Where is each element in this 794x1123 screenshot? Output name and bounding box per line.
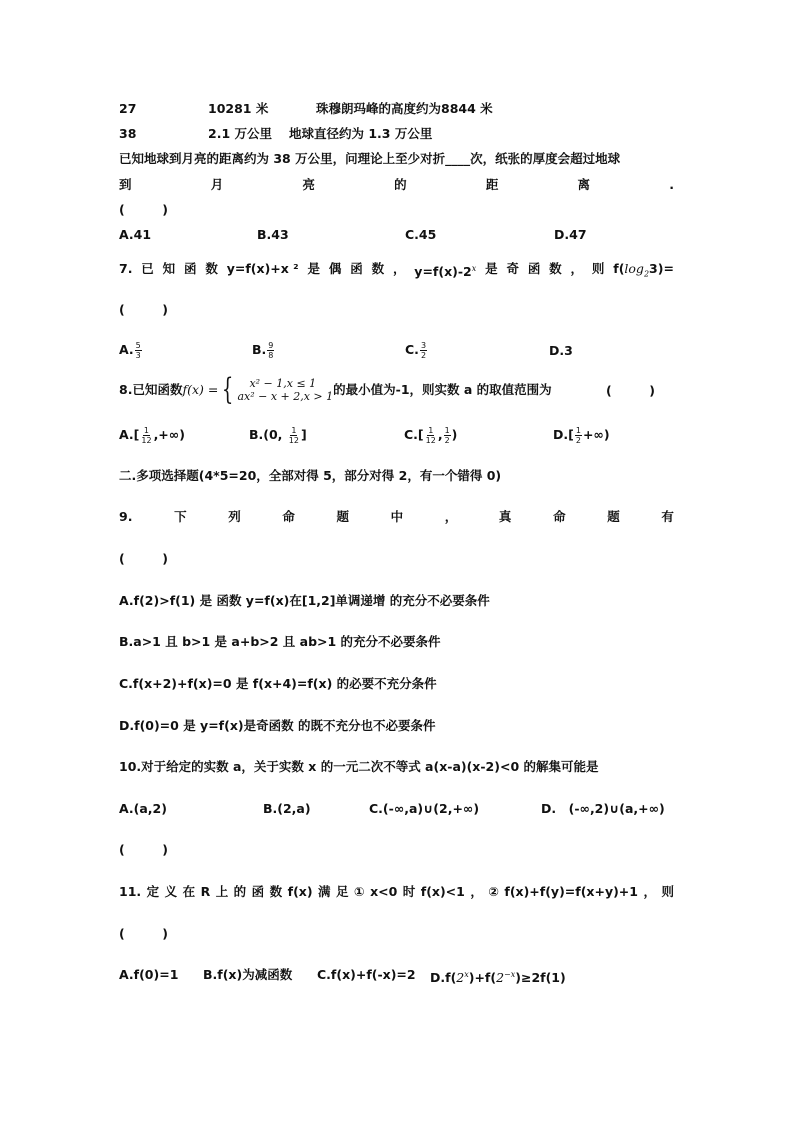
char: $f(\log_23)=$ <box>613 261 674 279</box>
char: 函 <box>350 261 363 276</box>
char: 函 <box>251 884 265 899</box>
cell: 10281 米 <box>208 101 269 116</box>
char: 奇 <box>506 261 519 276</box>
char: ， <box>470 884 483 899</box>
char: 知 <box>162 261 176 276</box>
table-row-1 <box>119 101 493 117</box>
q8-prefix: 8.已知函数 <box>119 382 183 397</box>
q8-function-name: f(x) = <box>182 382 219 397</box>
char: 时 <box>402 884 416 899</box>
brace-icon: { <box>222 372 234 407</box>
cell: 38 <box>119 126 137 141</box>
char: R <box>200 884 211 899</box>
cell: 珠穆朗玛峰的高度约为8844 米 <box>316 101 493 116</box>
char: 的 <box>233 884 247 899</box>
q6-option-a: A.41 <box>119 227 152 242</box>
q9-stem <box>119 509 674 525</box>
char: 义 <box>164 884 178 899</box>
q7-option-a: A. $\frac{5}{3}$ <box>119 341 141 360</box>
cell: 地球直径约为 1.3 万公里 <box>289 126 433 141</box>
q10-answer-paren: ( ) <box>119 842 168 857</box>
char: 距 <box>485 177 499 192</box>
q10-option-c: C.(-∞,a)∪(2,+∞) <box>369 801 480 816</box>
q9-option-d: D.f(0)=0 是 y=f(x)是奇函数 的既不充分也不必要条件 <box>119 718 436 733</box>
q6-stem: 已知地球到月亮的距离约为 38 万公里，问理论上至少对折____次，纸张的厚度会超过地球 <box>119 151 621 166</box>
char: 数 <box>269 884 283 899</box>
q10-option-d: D. (-∞,2)∪(a,+∞) <box>541 801 665 816</box>
char: 月 <box>210 177 224 192</box>
q7-option-b: B. $\frac{9}{8}$ <box>252 341 274 360</box>
char: ， <box>643 884 656 899</box>
char: 离 <box>577 177 591 192</box>
char: y=f(x)+x ² <box>226 261 299 276</box>
char: 下 <box>174 509 187 524</box>
char: 则 <box>591 261 605 276</box>
char: 中 <box>390 509 404 524</box>
char: 11. <box>119 884 142 899</box>
char: ， <box>392 261 406 276</box>
char: ② <box>488 884 499 899</box>
q6-option-b: B.43 <box>257 227 289 242</box>
q8-suffix: 的最小值为-1，则实数 a 的取值范围为 <box>333 382 552 397</box>
section-heading: 二.多项选择题(4*5=20，全部对得 5，部分对得 2，有一个错得 0) <box>119 468 502 483</box>
char: ， <box>444 509 458 524</box>
char: 题 <box>336 509 350 524</box>
char: x<0 <box>370 884 398 899</box>
q11-option-d: $D.f(2^x)+f(2^{-x})\ge 2f(1)$ <box>430 970 566 986</box>
char: 定 <box>146 884 160 899</box>
char: . <box>669 177 674 192</box>
char: 上 <box>215 884 229 899</box>
char: 偶 <box>328 261 342 276</box>
char: 命 <box>282 509 295 524</box>
q8-piecewise: x² − 1,x ≤ 1 ax² − x + 2,x > 1 <box>237 377 334 403</box>
char: 数 <box>371 261 385 276</box>
q11-stem <box>119 884 674 900</box>
q6-stem-line2 <box>119 177 674 193</box>
q8-option-a: A.[ $\frac{1}{12}$ ,+∞) <box>119 426 185 445</box>
char: 命 <box>553 509 566 524</box>
char: 已 <box>141 261 154 276</box>
q8-option-d: D.[ $\frac{1}{2}$ +∞) <box>553 426 610 445</box>
q10-option-a: A.(a,2) <box>119 801 167 816</box>
char: f(x)<1 <box>420 884 465 899</box>
char: 9. <box>119 509 133 524</box>
char: 列 <box>228 509 241 524</box>
char: 在 <box>182 884 196 899</box>
q10-option-b: B.(2,a) <box>263 801 311 816</box>
char: 7. <box>119 261 133 276</box>
char: f(x)+f(y)=f(x+y)+1 <box>504 884 638 899</box>
q8-option-c: C.[ $\frac{1}{12}$ , $\frac{1}{2}$ ) <box>404 426 458 445</box>
char: 亮 <box>302 177 315 192</box>
q6-option-d: D.47 <box>554 227 587 242</box>
q8-option-b: B.(0, $\frac{1}{12}$ ] <box>249 426 307 445</box>
char: 是 <box>485 261 498 276</box>
char: 题 <box>607 509 620 524</box>
q11-answer-paren: ( ) <box>119 926 168 941</box>
char: 数 <box>205 261 218 276</box>
char: 函 <box>184 261 197 276</box>
char: 的 <box>394 177 407 192</box>
char: 足 <box>336 884 349 899</box>
q10-stem: 10.对于给定的实数 a，关于实数 x 的一元二次不等式 a(x-a)(x-2)<0 的解集可能是 <box>119 759 599 774</box>
q11-option-c: C.f(x)+f(-x)=2 <box>317 967 416 982</box>
char: 到 <box>119 177 132 192</box>
q7-answer-paren: ( ) <box>119 302 168 317</box>
q8-answer-paren: ( ) <box>606 383 655 398</box>
q6-answer-paren: ( ) <box>119 202 168 217</box>
char: 是 <box>307 261 321 276</box>
q9-option-b: B.a>1 且 b>1 是 a+b>2 且 ab>1 的充分不必要条件 <box>119 634 441 649</box>
char: 满 <box>318 884 331 899</box>
q7-stem <box>119 261 674 283</box>
table-row-2 <box>119 126 433 142</box>
q9-option-a: A.f(2)>f(1) 是 函数 y=f(x)在[1,2]单调递增 的充分不必要条件 <box>119 593 490 608</box>
q9-answer-paren: ( ) <box>119 551 168 566</box>
char: 有 <box>661 509 674 524</box>
q7-option-d: D.3 <box>549 343 573 358</box>
q11-option-a: A.f(0)=1 <box>119 967 179 982</box>
cell: 27 <box>119 101 137 116</box>
char: 则 <box>661 884 674 899</box>
char: $y=f(x)-2^x$ <box>414 264 477 280</box>
q8-stem <box>119 374 552 406</box>
q11-option-b: B.f(x)为减函数 <box>203 967 293 982</box>
char: f(x) <box>287 884 313 899</box>
char: 函 <box>527 261 541 276</box>
cell: 2.1 万公里 <box>208 126 272 141</box>
char: 真 <box>498 509 512 524</box>
q6-option-c: C.45 <box>405 227 437 242</box>
char: ， <box>570 261 584 276</box>
q7-option-c: C. $\frac{3}{2}$ <box>405 341 427 360</box>
char: 数 <box>549 261 562 276</box>
char: ① <box>354 884 365 899</box>
q9-option-c: C.f(x+2)+f(x)=0 是 f(x+4)=f(x) 的必要不充分条件 <box>119 676 437 691</box>
